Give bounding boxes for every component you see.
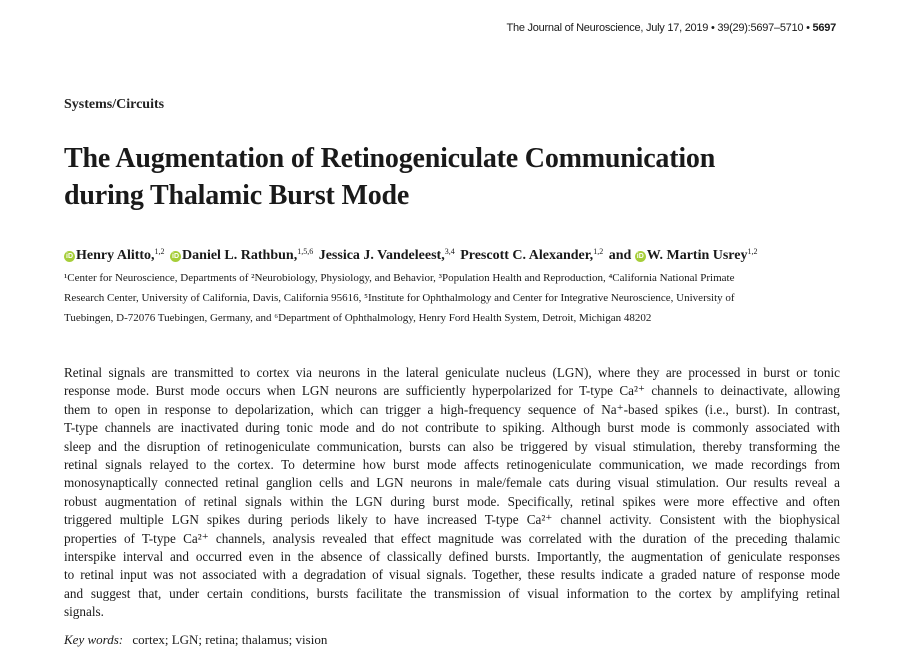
abstract-line: and suggest that, under certain conditions, bursts facilitate the transmission of visual information to the cortex by amplifying retinal: [64, 585, 840, 601]
abstract-line: Retinal signals are transmitted to cortex via neurons in the lateral geniculate nucleus (LGN), where they are processed in burst or tonic: [64, 365, 840, 380]
affiliation-line: Tuebingen, D-72076 Tuebingen, Germany, and ⁶Department of Ophthalmology, Henry Ford Health System, Detroit, Michigan 48202: [64, 312, 652, 324]
keywords-list: cortex; LGN; retina; thalamus; vision: [132, 632, 328, 647]
author: [319, 248, 457, 263]
section-label: Systems/Circuits: [64, 97, 165, 112]
author-name: Jessica J. Vandeleest,: [318, 248, 445, 263]
page-number: 5697: [812, 22, 836, 34]
abstract-line: response mode. Burst mode occurs when LGN neurons are sufficiently hyperpolarized for T-type Ca²⁺ channels to deinactivate, allowing: [64, 383, 840, 399]
author-name: Henry Alitto,: [76, 248, 155, 263]
abstract-line: them to open in response to depolarization, which can trigger a high-frequency sequence of Na⁺-based spikes (i.e., burst). In contrast,: [64, 401, 840, 417]
abstract-line: to retinal input was not associated with a degradation of visual signals. Together, these results indicate a graded nature of response mode: [64, 567, 840, 583]
abstract-line: properties of T-type Ca²⁺ channels, analysis revealed that effect magnitude was correlated with the duration of the preceding thalamic: [64, 530, 840, 546]
author-affiliation-marks: 1,5,6: [297, 247, 314, 256]
abstract: [64, 364, 840, 622]
title-line: The Augmentation of Retinogeniculate Communication: [64, 143, 716, 174]
abstract-line: monosynaptically connected retinal ganglion cells and LGN neurons in male/female cats during visual stimulation. Our results reveal a: [64, 475, 840, 491]
title-line: during Thalamic Burst Mode: [64, 180, 410, 211]
abstract-line: T-type channels are inactivated during tonic mode and do not contribute to spiking. Although burst mode is commonly associated with: [64, 420, 840, 436]
author-name: Daniel L. Rathbun,: [182, 248, 298, 263]
article-title: [64, 140, 844, 214]
abstract-line: interspike interval and occurred even in the absence of classically defined bursts. Importantly, the augmentation of geniculate responses: [64, 549, 840, 565]
author[interactable]: [170, 248, 315, 263]
author-affiliation-marks: 1,2: [154, 247, 165, 256]
abstract-line: robust augmentation of retinal signals within the LGN during burst mode. Specifically, retinal spikes were more effective and often: [64, 493, 840, 509]
keywords-label: Key words:: [64, 632, 124, 647]
affiliation-line: Research Center, University of California, Davis, California 95616, ⁵Institute for Ophthalmology and Center for Integrative Neuroscience, University of: [64, 292, 735, 304]
author-affiliation-marks: 3,4: [444, 247, 455, 256]
keywords: [64, 632, 327, 648]
author-name: Prescott C. Alexander,: [460, 248, 594, 263]
orcid-icon[interactable]: iD: [636, 253, 644, 260]
author-affiliation-marks: 1,2: [593, 247, 604, 256]
abstract-line: retinal signals relayed to the cortex. To determine how burst mode affects retinogeniculate communication, we made recordings from: [64, 457, 840, 473]
author-list: [64, 247, 854, 264]
affiliations: [64, 268, 854, 328]
author[interactable]: [64, 248, 167, 263]
journal-header: [506, 22, 836, 34]
journal-citation: The Journal of Neuroscience, July 17, 2019 • 39(29):5697–5710 •: [506, 22, 810, 34]
author-affiliation-marks: 1,2: [747, 247, 758, 256]
author-conjunction: and: [608, 248, 632, 263]
author-name: W. Martin Usrey: [646, 248, 748, 263]
abstract-line: sleep and the disruption of retinogeniculate communication, bursts can also be triggered by visual stimulation, thereby transforming the: [64, 438, 840, 454]
author[interactable]: [635, 248, 760, 263]
orcid-icon[interactable]: iD: [172, 253, 180, 260]
abstract-line: triggered multiple LGN spikes during periods likely to have increased T-type Ca²⁺ channel activity. Consistent with the biophysical: [64, 512, 840, 528]
orcid-icon[interactable]: iD: [66, 253, 73, 260]
abstract-line: signals.: [64, 604, 104, 620]
author: [460, 248, 605, 263]
affiliation-line: ¹Center for Neuroscience, Departments of ²Neurobiology, Physiology, and Behavior, ³Population Health and Reproduction, ⁴California National Primate: [64, 272, 735, 284]
